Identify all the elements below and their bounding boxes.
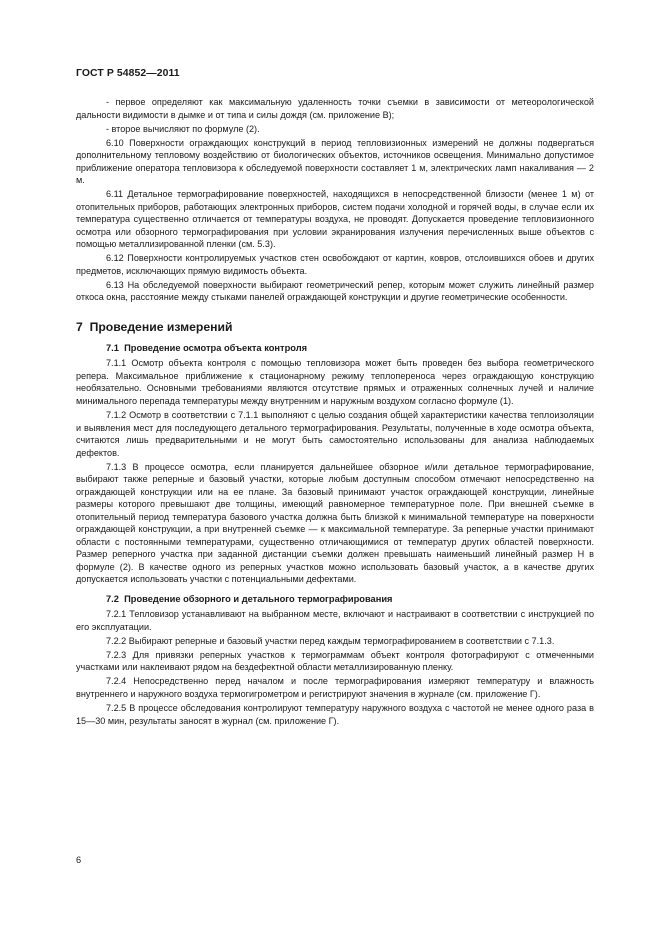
paragraph: 7.2.5 В процессе обследования контролируют температуру наружного воздуха с частотой не менее одного раза в 15—30 мин, результаты заносят в журнал (см. приложение Г).	[76, 703, 594, 726]
subsection-number: 7.2	[106, 593, 119, 604]
paragraph: - второе вычисляют по формуле (2).	[106, 123, 260, 134]
page-content	[76, 96, 594, 729]
paragraph: 7.2.3 Для привязки реперных участков к термограммам объект контроля фотографируют с отмеченными участками или наклеивают рядом на бездефектной области металлизированную пленку.	[76, 649, 594, 673]
section-heading	[76, 320, 594, 335]
paragraph: 6.12 Поверхности контролируемых участков стен освобождают от картин, ковров, отслоившихся обоев и других предметов, исключающих прямую видимость объекта.	[76, 253, 594, 276]
paragraph: 6.11 Детальное термографирование поверхностей, находящихся в непосредственной близости (менее 1 м) от отопительных приборов, работающих электронных приборов, систем подачи холодной и горячей воды, в случае если их температура существенно отличается от температуры воздуха, не проводят. Допускается проведение тепловизионного осмотра или обзорного термографирования при условии экранирования излучения перечисленных выше объектов с помощью металлизированной пленки (см. 5.3).	[76, 189, 594, 250]
subsection-number: 7.1	[106, 342, 119, 353]
paragraph: 7.1.1 Осмотр объекта контроля с помощью тепловизора может быть проведен без выбора геометрического репера. Максимальное приближение к стационарному режиму теплопереноса через ограждающую конструкцию необязательно. Основными требованиями являются отсутствие прямых и отраженных солнечных лучей и наличие минимального перепада температуры между внутренним и наружным воздухом согласно формуле (1).	[76, 358, 594, 406]
paragraph: 6.13 На обследуемой поверхности выбирают геометрический репер, которым может служить линейный размер откоса окна, расстояние между стыками панелей ограждающей конструкции и другие геометрические особенности.	[76, 279, 594, 303]
standard-header: ГОСТ Р 54852—2011	[76, 68, 180, 79]
subsection-heading	[106, 342, 594, 355]
paragraph: 7.1.2 Осмотр в соответствии с 7.1.1 выполняют с целью создания общей характеристики качества теплоизоляции и выявления мест для последующего детального термографирования. Результаты, полученные в ходе осмотра объекта, считаются лишь предварительными и не могут быть самостоятельно использованы для анализа наблюдаемых дефектов.	[76, 410, 594, 458]
paragraph: 6.10 Поверхности ограждающих конструкций в период тепловизионных измерений не должны подвергаться дополнительному тепловому воздействию от биологических объектов, источников освещения. Минимально допустимое приближение оператора тепловизора к обследуемой поверхности составляет 1 м, электрических ламп накаливания — 2 м.	[76, 137, 594, 186]
page-number: 6	[76, 855, 82, 865]
paragraph: 7.2.1 Тепловизор устанавливают на выбранном месте, включают и настраивают в соответствии с инструкцией по его эксплуатации.	[76, 609, 594, 632]
subsection-title: Проведение обзорного и детального термографирования	[124, 593, 393, 604]
paragraph: 7.2.4 Непосредственно перед началом и после термографирования измеряют температуру и влажность внутреннего и наружного воздуха термогигрометром и регистрируют значения в журнале (см. приложение Г).	[76, 676, 594, 699]
section-number: 7	[76, 319, 83, 334]
section-title: Проведение измерений	[89, 319, 233, 334]
subsection-title: Проведение осмотра объекта контроля	[124, 342, 308, 353]
paragraph: - первое определяют как максимальную удаленность точки съемки в зависимости от метеорологической дальности видимости в дымке и от типа и силы дождя (см. приложение В);	[76, 97, 594, 120]
subsection-heading	[106, 593, 594, 606]
paragraph: 7.1.3 В процессе осмотра, если планируется дальнейшее обзорное и/или детальное термографирование, выбирают также реперные и базовый участки, которые любым доступным способом отмечают непосредственно на ограждающей конструкции или на ее плане. За базовый принимают участок ограждающей конструкции, линейные размеры которого превышают две толщины, имеющий равномерное температурное поле. При внешней съемке в отопительный период температура базового участка должна быть близкой к минимальной температуре на поверхности ограждающей конструкции, а при внутренней съемке — к максимальной температуре. За реперные участки принимают области с постоянными температурами, существенно отличающимися от температур других областей поверхности. Размер реперного участка при заданной дистанции съемки должен превышать наименьший линейный размер H в формуле (2). В качестве одного из реперных участков можно использовать базовый участок, а в качестве других допускается использовать участки с потенциальными дефектами.	[76, 461, 594, 585]
paragraph: 7.2.2 Выбирают реперные и базовый участки перед каждым термографированием в соответствии с 7.1.3.	[106, 635, 555, 646]
